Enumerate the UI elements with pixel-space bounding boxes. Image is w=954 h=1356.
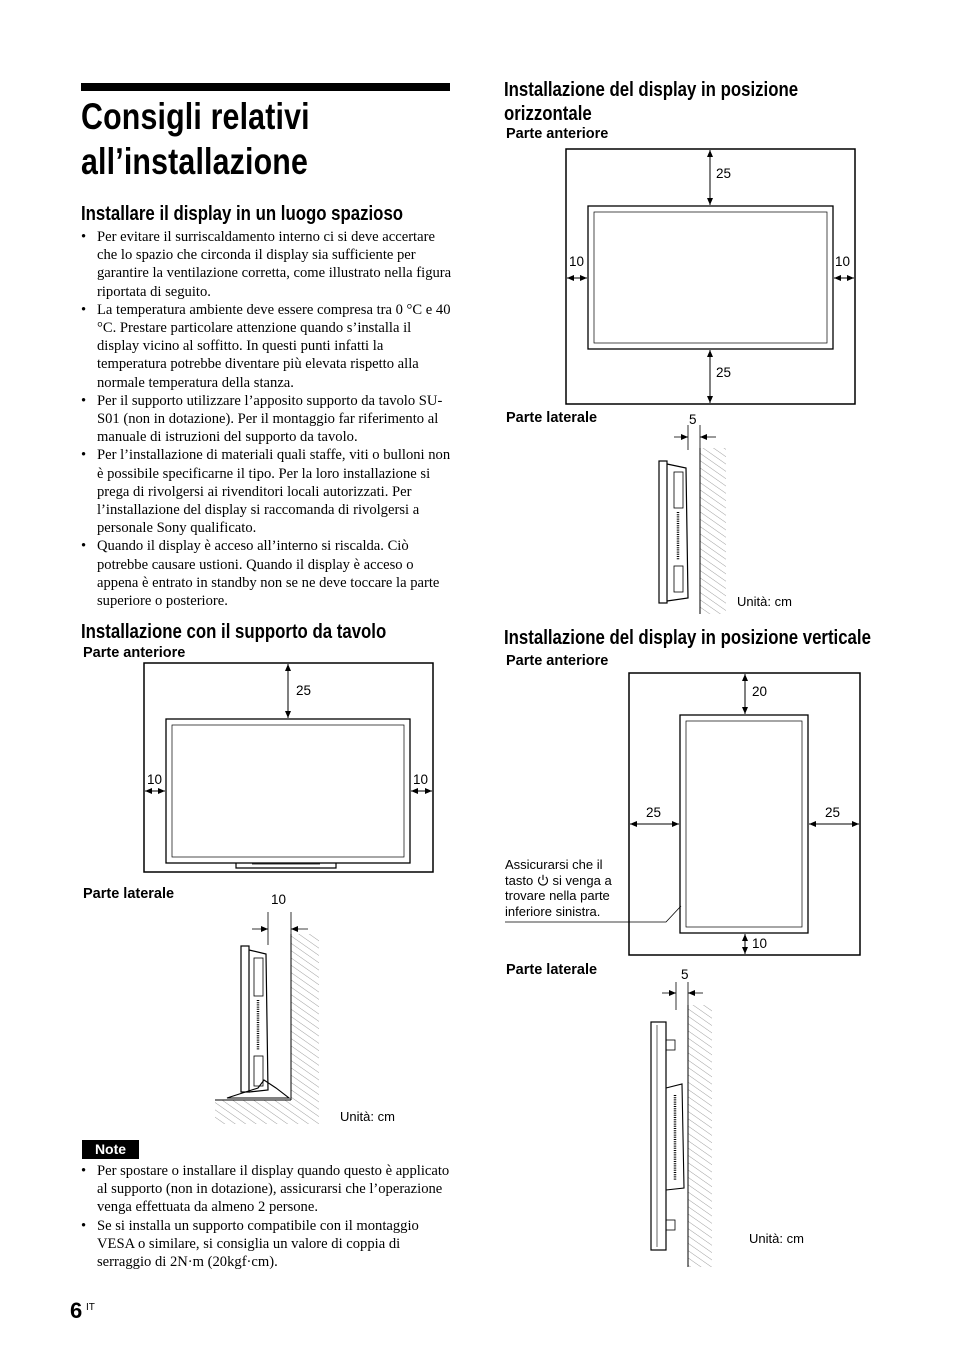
list-item: • Se si installa un supporto compatibile con il montaggio VESA o similare, si consiglia un valore di coppia di serraggio di 2N·m (20kgf·cm). — [81, 1217, 451, 1272]
page-number: 6 — [70, 1298, 83, 1323]
label-front-horizontal: Parte anteriore — [506, 126, 609, 142]
label-front-vertical: Parte anteriore — [506, 653, 609, 669]
label-side-horizontal: Parte laterale — [506, 410, 598, 426]
dim-right-vertical: 25 — [825, 805, 841, 820]
label-side-stand: Parte laterale — [83, 886, 175, 902]
unit-stand: Unità: cm — [340, 1109, 395, 1124]
note-badge: Note — [82, 1140, 139, 1159]
dim-top-stand: 25 — [296, 683, 312, 698]
list-item: • Quando il display è acceso all’interno si riscalda. Ciò potrebbe causare ustioni. Quando il display è acceso o appena è entrato in standby non se ne deve toccare la parte superiore o posteriore. — [81, 537, 453, 610]
callout-power-button: Assicurarsi che il tasto si venga a trovare nella parte inferiore sinistra. — [505, 857, 612, 919]
dim-top-horizontal: 25 — [716, 166, 732, 181]
dim-side-horizontal: 5 — [689, 412, 697, 427]
dim-left-horizontal: 10 — [569, 254, 585, 269]
dim-top-vertical: 20 — [752, 684, 768, 699]
heading-stand: Installazione con il supporto da tavolo — [81, 621, 387, 643]
unit-horizontal: Unità: cm — [737, 594, 792, 609]
unit-vertical: Unità: cm — [749, 1231, 804, 1246]
list-item: • La temperatura ambiente deve essere compresa tra 0 °C e 40 °C. Prestare particolare attenzione quando s’installa il display vicino al soffitto. In questi punti infatti la temperatura potrebbe diventare più elevata rispetto alla normale temperatura della stanza. — [81, 301, 453, 392]
list-item: • Per l’installazione di materiali quali staffe, viti o bulloni non è possibile specificarne il tipo. Per la loro installazione si prega di rivolgersi ai rivenditori locali autorizzati. Per l’installazione del display si raccomanda di rivolgersi a personale Sony qualificato. — [81, 446, 453, 537]
heading-horizontal: Installazione del display in posizione orizzontale — [504, 79, 799, 125]
heading-vertical: Installazione del display in posizione verticale — [504, 627, 871, 649]
heading-spacious: Installare il display in un luogo spazioso — [81, 203, 404, 225]
dim-right-horizontal: 10 — [835, 254, 851, 269]
dim-right-stand: 10 — [413, 772, 429, 787]
dim-bottom-vertical: 10 — [752, 936, 768, 951]
label-side-vertical: Parte laterale — [506, 962, 598, 978]
dim-side-vertical: 5 — [681, 967, 689, 982]
list-item: • Per spostare o installare il display quando questo è applicato al supporto (non in dotazione), assicurarsi che l’operazione venga effettuata da almeno 2 persone. — [81, 1162, 451, 1217]
dim-bottom-horizontal: 25 — [716, 365, 732, 380]
label-front-stand: Parte anteriore — [83, 645, 186, 661]
dim-left-vertical: 25 — [646, 805, 662, 820]
page-language: IT — [86, 1302, 95, 1313]
list-item: • Per il supporto utilizzare l’apposito supporto da tavolo SU-S01 (non in dotazione). Per il montaggio far riferimento al manuale di istruzioni del supporto da tavolo. — [81, 392, 453, 447]
dim-side-stand: 10 — [271, 892, 287, 907]
page-title: Consigli relativi all’installazione — [81, 96, 310, 182]
dim-left-stand: 10 — [147, 772, 163, 787]
list-item: • Per evitare il surriscaldamento interno ci si deve accertare che lo spazio che circonda il display sia sufficiente per garantire la ventilazione corretta, come illustrato nella figura riportata di seguito. — [81, 228, 453, 301]
